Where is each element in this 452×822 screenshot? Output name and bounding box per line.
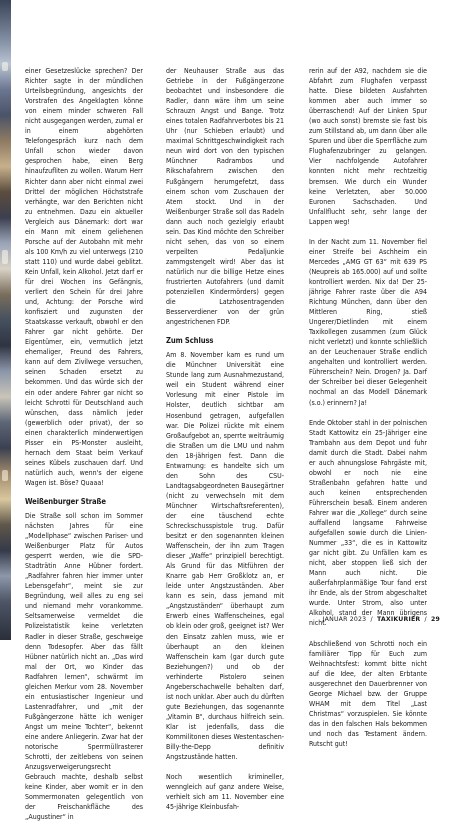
article-column-2	[166, 66, 284, 812]
paragraph: der Neuhauser Straße aus das Getriebe in der Fußgängerzone beobachtet und insbesondere die Radler, dann wäre ihm um seine Schrauzn Angst und Bange. Trotz eines totalen Radfahrverbotes bis 21 Uhr (nur Schieben erlaubt) und maximal Schrittgeschwindigkeit rach neun wird dort von den typischen Münchner Radrambos und Rikschafahrern zwischen den Fußgängern herumgefetzt, dass einem schon vom Zuschauen der Atem stockt. Und in der Weißenburger Straße soll das Radeln dann auch noch gezielgiy erlaubt sein. Das Kind möchte den Schreiber nicht sehen, das von so einem verpeilten Pedaljunkie zammgstengelt wird! Aber das ist natürlich nur die billige Hetze eines frustrierten Autofahrers (und damit potenziellen Kindermörders) gegen die Latzhosentragenden Besserverdiener von der grün angestrichenen FDP.	[166, 67, 284, 327]
paragraph: einer Gesetzeslücke sprechen? Der Richter sagte in der mündlichen Urteilsbegründung, angesichts der Vorstrafen des Angeklagten könne von einem minder schweren Fall nicht ausgegangen werden, zumal er in einem abgehörten Telefongespräch kurz nach dem Unfall schon wieder davon gesprochen habe, einen Berg hinaufzufliten zu wollen. Warum Herr Richter dann aber nicht einmal zwei Drittel der möglichen Höchststrafe verhängte, war den Berichten nicht zu entnehmen. Dazu ein aktueller Vergleich aus Dänemark: dort war ein Mann mit einem geliehenen Porsche auf der Autobahn mit mehr als 100 Km/h zu viel unterwegs (210 statt 110) und wurde dabei geblitzt. Kein Unfall, kein Alkohol. Jetzt darf er für drei Wochen ins Gefängnis, verliert den Schein für drei Jahre und, Achtung: der Porsche wird konfisziert und zugunsten der Staatskasse verkauft, obwohl er den Fahrer gar nicht gehörte. Der Eigentümer, ein, vermutlich jetzt ehemaliger, Freund des Fahrers, kann auf dem Zivilwege versuchen, seinen Schaden ersetzt zu bekommen. Und das würde sich der ein oder andere Fahrer gar nicht so leicht Schrotti für Deutschland auch wünschen, dass nämlich jeder (gewerblich oder privat), der so einen charakterlich minderwertigen Pisser ein PS-Monster ausleiht, hernach dem Staat beim Verkauf seines Kübels zuschauen darf. Und natürlich auch, wenn's der eigene Wagen ist. Böse? Quaaa!	[25, 67, 143, 487]
paragraph: In der Nacht zum 11. November fiel einer Streife bei Aschheim ein Mercedes „AMG GT 63“ mit 639 PS (Neupreis ab 165.000) auf und sollte kontrolliert werden. Nix da! Der 25-jährige Fahrer raste über die A94 Richtung München, dann über den Mittleren Ring, stieß Ungerer/Dietlinden mit einem Taxikollegen zusammen (zum Glück nicht verletzt) und konnte schließlich an der Leuchenauer Straße endlich angehalten und kontrolliert werden. Führerschein? Nein. Drogen? Ja. Darf der Schreiber bei dieser Gelegenheit nochmal an das Modell Dänemark (s.o.) erinnern? Ja!	[309, 237, 427, 407]
paragraph: Ende Oktober stahl in der polnischen Stadt Kattowitz ein 25-Jähriger eine Trambahn aus dem Depot und fuhr damit durch die Stadt. Dabei nahm er auch ahnungslose Fahrgäste mit, obwohl er noch nie eine Straßenbahn gefahren hatte und auch keinen entsprechenden Führerschein besaß. Einem anderen Fahrer war die „Kollege“ durch seine auffallend langsame Fahrweise aufgefallen sowie durch die Linien-Nummer „33“, die es in Kattowitz gar nicht gibt. Zu Unfällen kam es nicht, aber stoppen ließ sich der Mann auch nicht. Die außerfahrplanmäßige Tour fand erst ihr Ende, als der Strom abgeschaltet wurde. Unter Strom, also unter Alkohol, stand der Mann übrigens nicht.	[309, 418, 427, 628]
section-heading-weissenburger-strasse: Weißenburger Straße	[25, 496, 106, 506]
section-heading-zum-schluss: Zum Schluss	[166, 336, 214, 346]
footer-separator: /	[424, 616, 427, 623]
paragraph: Die Straße soll schon im Sommer nächsten Jahres für eine „Modellphase“ zwischen Pariser- und Weißenburger Platz für Autos gesperrt werden, wie die SPD-Stadträtin Anne Hübner fordert. „Radfahrer fahren hier immer unter Lebensgefahr“, meint sie zur Begründung, weil alles zu eng sei und niemand mehr vorankomme. Seltsamerweise vermeldet die Polizeistatistik keine verletzten Radler in dieser Straße, geschweige denn Todesopfer. Aber das fällt Hübner natürlich nicht an. „Das wird mal der Ort, wo Kinder das Radfahren lernen“, schwärmt im gleichen Merkur vom 28. November ein entusiastischer Ingenieur und Lastenradfahrer, und „mit der Fußgängerzone hätte ich weniger Angst um meine Tochter“, bekennt eine andere Anliegerin. Zwar hat der notorische Sperrmüllrasterer Schrotti, der zeitlebens von seinen Anzugsverweigerungsrecht Gebrauch machte, deshalb selbst keine Kinder, aber womit er in den Sommermonaten gelegentlich von der Freischankfläche des „Augustiner“ in	[25, 511, 143, 822]
paragraph: Abschließend von Schrotti noch ein familiärer Tipp für Euch zum Weihnachtsfest: kommt bitte nicht auf die Idee, der alten Erbtante ausgerechnet den Dauerbrenner von George Michael bzw. der Gruppe WHAM mit dem Titel „Last Christmas“ vorzuspielen. Sie könnte das in den falschen Hals bekommen und noch das Testament ändern. Rutscht gut!	[309, 639, 427, 748]
article-column-3	[309, 66, 427, 749]
article-column-1	[25, 66, 143, 822]
paragraph: Noch wesentlich krimineller, wenngleich auf ganz andere Weise, verhielt sich am 11. November eine 45-jährige Kleinbusfah-	[166, 773, 284, 812]
photo-highlight	[2, 62, 8, 71]
photo-highlight	[2, 250, 8, 264]
edge-photo-strip	[0, 0, 11, 640]
page-number: 29	[430, 616, 440, 623]
issue-date: JANUAR 2023	[322, 616, 367, 623]
magazine-name: TAXIKURIER	[376, 616, 421, 623]
footer-separator: /	[370, 616, 373, 623]
paragraph: rerin auf der A92, nachdem sie die Abfahrt zum Flughafen verpasst hatte. Diese bildeten Ausfahrten kommen aber auch immer so überraschend! Auf der Linken Spur (wo auch sonst) bremste sie fast bis zum Stillstand ab, um dann über alle Spuren und über die Sperrfläche zum Flughafenzubringer zu gelangen. Vier nachfolgende Autofahrer konnten nicht mehr rechtzeitig bremsen. Wie durch ein Wunder keine Verletzten, aber 50.000 Euronen Sachschaden. Und Unfallflucht sehr, sehr lange der Lappen weg!	[309, 67, 427, 226]
photo-highlight	[2, 470, 8, 481]
paragraph: Am 8. November kam es rund um die Münchner Universität eine Stunde lang zum Ausnahmezustand, weil ein Student während einer Vorlesung mit einer Pistole im Holster, deutlich sichtbar am Hosenbund getragen, aufgefallen war. Die Polizei rückte mit einem Großaufgebot an, sperrte weiträumig die Straßen um die LMU und nahm den 18-jährigen fest. Dann die Entwarnung: es handelte sich um den Sohn des CSU-Landtagsabgeordneten Bausegärtner (nicht zu verwechseln mit dem Münchner Wirtschaftsreferenten), der eine täuschend echte Schreckschusspistole trug. Dafür besitzt er den sogenannten kleinen Waffenschein, der ihn zum Tragen dieser „Waffe“ prinzipiell berechtigt. Als Grund für das Mitführen der Knarre gab Herr Großklotz an, er leide unter Angstzuständen. Aber kann es sein, dass jemand mit „Angstzuständen“ überhaupt zum Erwerb eines Waffenscheines, egal ob klein oder groß, geeignet ist? Wer den Einsatz zahlen muss, wie er überhaupt an den kleinen Waffenschein kam (gar durch gute Beziehungen?) und ob der verhinderte Pistolero seinen Angeberschachwelle behalten darf, ist noch unklar. Aber auch du dürften gute Beziehungen, das sogenannte „Vitamin B“, durchaus hilfreich sein. Klar ist jedenfalls, dass die Kommilitonen dieses Westentaschen-Billy-the-Depp definitiv Angstzustände hatten.	[166, 351, 284, 762]
page-footer	[323, 616, 440, 623]
